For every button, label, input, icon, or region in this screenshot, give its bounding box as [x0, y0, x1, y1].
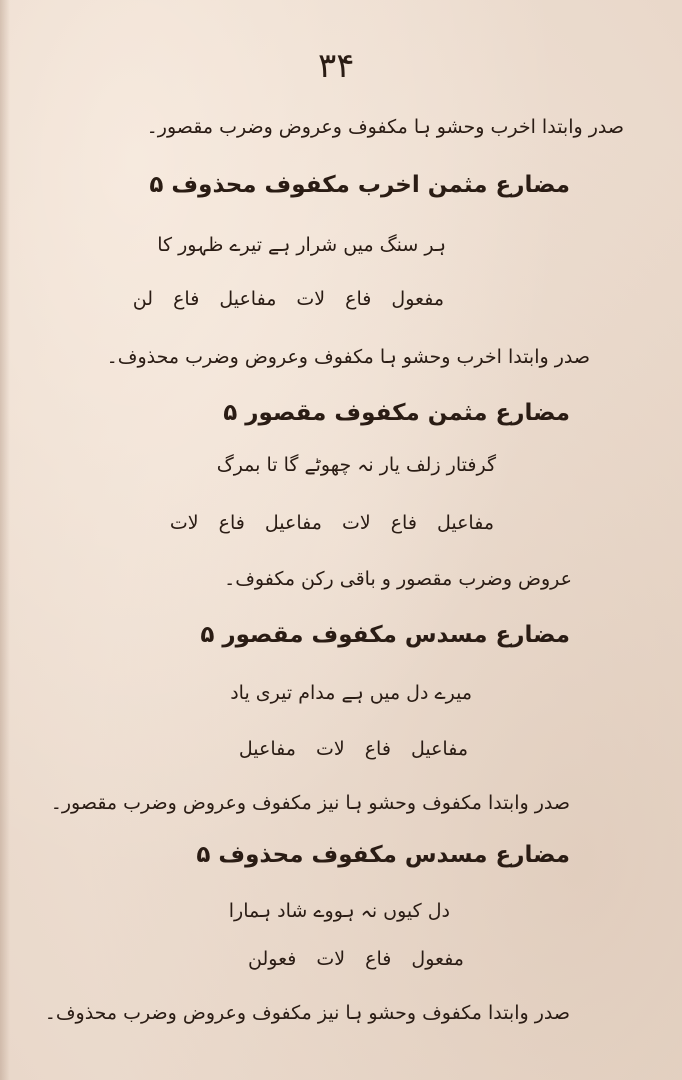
meter-pattern: مفاعیل فاع لات مفاعیل: [238, 738, 468, 760]
meter-heading: مضارع مثمن مکفوف مقصور ۵: [223, 400, 570, 426]
meter-pattern: مفاعیل فاع لات مفاعیل فاع لات: [169, 512, 494, 534]
page-number: ۳۴: [318, 46, 355, 86]
meter-description: صدر وابتدا مکفوف وحشو ہا نیز مکفوف وعروض وضرب محذوف۔: [44, 1002, 570, 1024]
meter-heading: مضارع مسدس مکفوف مقصور ۵: [200, 622, 570, 648]
verse-line: ہر سنگ میں شرار ہے تیرے ظہور کا: [157, 234, 446, 256]
meter-heading: مضارع مسدس مکفوف محذوف ۵: [196, 842, 570, 868]
meter-description: صدر وابتدا اخرب وحشو ہا مکفوف وعروض وضرب مقصور۔: [146, 116, 624, 138]
meter-pattern: مفعول فاع لات فعولن: [248, 948, 464, 970]
meter-description: صدر وابتدا مکفوف وحشو ہا نیز مکفوف وعروض وضرب مقصور۔: [50, 792, 570, 814]
verse-line: گرفتار زلف یار نہ چھوٹے گا تا بمرگ: [216, 454, 496, 476]
meter-description: صدر وابتدا اخرب وحشو ہا مکفوف وعروض وضرب محذوف۔: [106, 346, 590, 368]
meter-description: عروض وضرب مقصور و باقی رکن مکفوف۔: [224, 568, 572, 590]
verse-line: دل کیوں نہ ہووے شاد ہمارا: [228, 900, 450, 922]
meter-heading: مضارع مثمن اخرب مکفوف محذوف ۵: [149, 172, 570, 198]
meter-pattern: مفعول فاع لات مفاعیل فاع لن: [132, 288, 444, 310]
verse-line: میرے دل میں ہے مدام تیری یاد: [230, 682, 472, 704]
